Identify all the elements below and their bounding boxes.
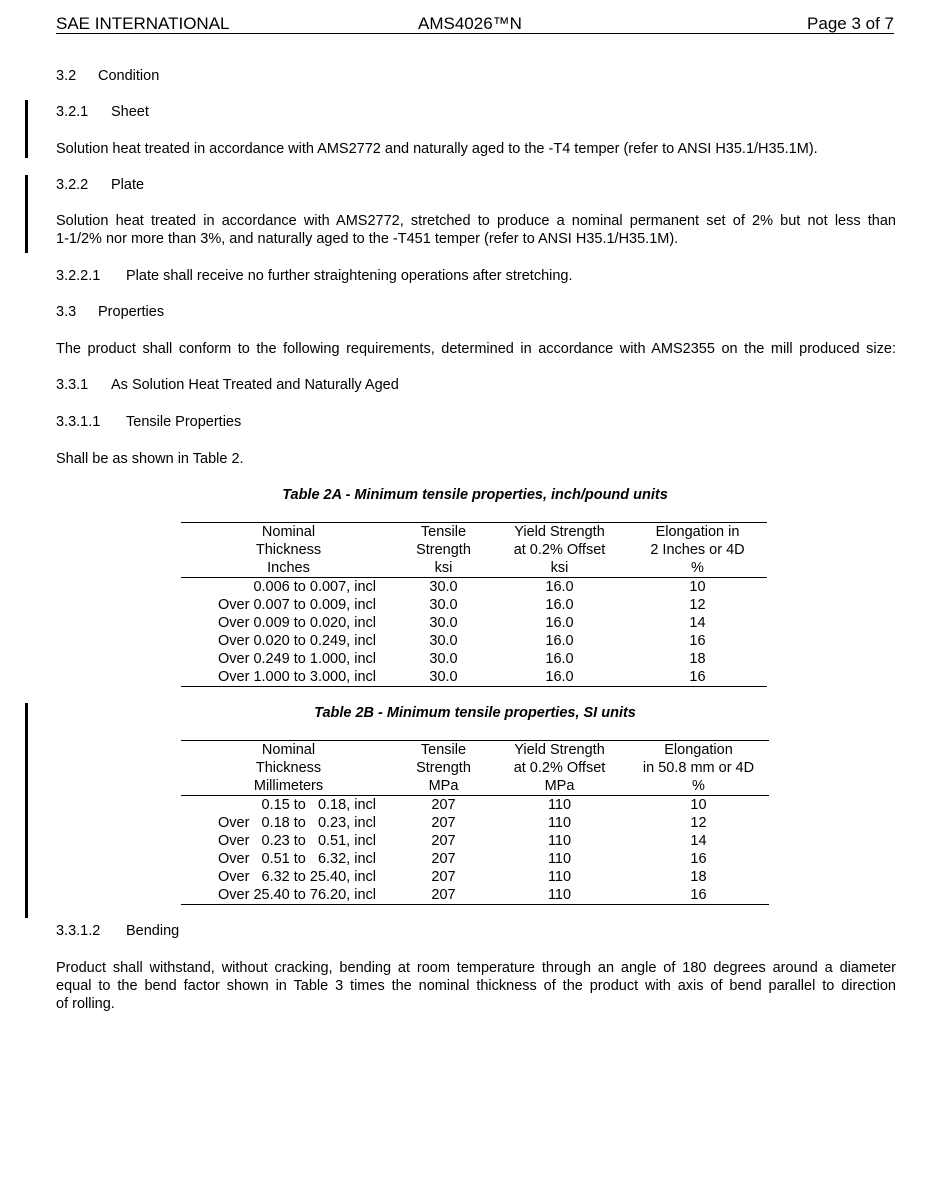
table-header-cell: ksi [491, 559, 628, 578]
table-cell: 30.0 [429, 597, 458, 613]
table-header-cell: MPa [491, 777, 628, 796]
table-cell: Over 6.32 to 25.40, incl [218, 869, 376, 885]
table-header-cell: Tensile [396, 523, 491, 542]
header-page-number: Page 3 of 7 [807, 14, 894, 33]
table-cell: 16.0 [545, 579, 574, 595]
table-cell: 110 [547, 851, 572, 867]
table-row [181, 886, 769, 905]
table-2b [181, 740, 769, 905]
table-cell: 16 [628, 886, 769, 905]
table-row [181, 868, 769, 886]
table-row [181, 850, 769, 868]
table-caption: Table 2B - Minimum tensile properties, SI units [314, 705, 636, 721]
table-cell: 110 [491, 886, 628, 905]
table-header-cell: % [628, 777, 769, 796]
table-header-cell: Thickness [255, 760, 322, 776]
table-cell: 16.0 [491, 668, 628, 687]
table-cell: 207 [431, 815, 456, 831]
paragraph-line: Solution heat treated in accordance with AMS2772, stretched to produce a nominal permanent set of 2% but not less than [56, 213, 896, 229]
table-cell: Over 25.40 to 76.20, incl [181, 886, 396, 905]
table-cell: 16.0 [545, 615, 574, 631]
table-header-cell: Tensile [396, 741, 491, 760]
table-cell: 10 [689, 579, 706, 595]
table-cell: Over 0.51 to 6.32, incl [218, 851, 376, 867]
table-cell: 110 [547, 869, 572, 885]
table-header-cell: in 50.8 mm or 4D [642, 760, 755, 776]
revision-bar [25, 703, 28, 918]
table-header-cell: 2 Inches or 4D [650, 542, 745, 558]
table-row [181, 650, 767, 668]
table-cell: Over 0.007 to 0.009, incl [218, 597, 376, 613]
table-header-cell: ksi [396, 559, 491, 578]
table-header-cell: Yield Strength [491, 741, 628, 760]
table-cell: Over 1.000 to 3.000, incl [181, 668, 396, 687]
table-cell: 16.0 [545, 651, 574, 667]
table-cell: 12 [689, 597, 706, 613]
section-heading: 3.2.1 Sheet [56, 104, 149, 120]
table-cell: 30.0 [429, 651, 458, 667]
table-header-cell: % [628, 559, 767, 578]
table-cell: 207 [431, 797, 456, 813]
table-cell: 110 [547, 797, 572, 813]
table-cell: 10 [690, 797, 707, 813]
table-header-cell: Elongation in [628, 523, 767, 542]
table-header-cell: at 0.2% Offset [513, 542, 606, 558]
table-cell: Over 0.249 to 1.000, incl [218, 651, 376, 667]
revision-bar [25, 175, 28, 253]
table-2a [181, 522, 767, 687]
table-cell: 18 [690, 869, 707, 885]
table-header-cell: Thickness [255, 542, 322, 558]
table-cell: 30.0 [429, 633, 458, 649]
paragraph-line: equal to the bend factor shown in Table 3 times the nominal thickness of the product with axis of bend parallel to direction [56, 978, 896, 994]
table-cell: 0.006 to 0.007, incl [253, 579, 376, 595]
table-cell: 110 [547, 815, 572, 831]
header-org: SAE INTERNATIONAL [56, 14, 230, 33]
table-cell: 207 [396, 886, 491, 905]
paragraph: Shall be as shown in Table 2. [56, 451, 244, 467]
table-cell: Over 0.020 to 0.249, incl [218, 633, 376, 649]
paragraph-line: of rolling. [56, 996, 115, 1012]
section-heading: 3.2 Condition [56, 68, 160, 84]
section-heading: 3.2.2.1 Plate shall receive no further straightening operations after stretching. [56, 268, 573, 284]
section-heading: 3.3.1 As Solution Heat Treated and Naturally Aged [56, 377, 399, 393]
table-cell: Over 0.23 to 0.51, incl [218, 833, 376, 849]
section-heading: 3.3.1.2 Bending [56, 923, 180, 939]
table-header-cell: Inches [181, 559, 396, 578]
table-cell: 16 [628, 668, 767, 687]
table-cell: 207 [431, 833, 456, 849]
table-cell: 30.0 [429, 579, 458, 595]
table-header-cell: Strength [416, 542, 471, 558]
paragraph: Solution heat treated in accordance with AMS2772 and naturally aged to the -T4 temper (refer to ANSI H35.1/H35.1M). [56, 141, 818, 157]
paragraph-line: 1-1/2% nor more than 3%, and naturally aged to the -T451 temper (refer to ANSI H35.1/H35.1M). [56, 231, 679, 247]
table-header-cell: Elongation [628, 741, 769, 760]
table-cell: 14 [689, 615, 706, 631]
table-row [181, 596, 767, 614]
table-cell: 30.0 [396, 668, 491, 687]
table-cell: 207 [431, 869, 456, 885]
table-caption: Table 2A - Minimum tensile properties, inch/pound units [282, 487, 668, 503]
table-cell: 18 [689, 651, 706, 667]
table-header-cell: Strength [416, 760, 471, 776]
table-header-cell: at 0.2% Offset [513, 760, 606, 776]
table-header-cell: Millimeters [181, 777, 396, 796]
table-cell: 14 [690, 833, 707, 849]
table-cell: 207 [431, 851, 456, 867]
table-cell: 110 [547, 833, 572, 849]
paragraph-line: Product shall withstand, without cracking, bending at room temperature through an angle of 180 degrees around a diameter [56, 960, 896, 976]
table-cell: 16 [689, 633, 706, 649]
table-row [181, 814, 769, 832]
table-cell: 16.0 [545, 633, 574, 649]
table-header-cell: Yield Strength [491, 523, 628, 542]
table-header-cell: MPa [396, 777, 491, 796]
table-header-cell: Nominal [181, 741, 396, 760]
table-row [181, 796, 769, 815]
section-heading: 3.3.1.1 Tensile Properties [56, 414, 242, 430]
page-header [56, 12, 894, 34]
paragraph: The product shall conform to the following requirements, determined in accordance with AMS2355 on the mill produced size: [56, 341, 896, 357]
table-cell: 30.0 [429, 615, 458, 631]
table-cell: 0.15 to 0.18, incl [261, 797, 376, 813]
table-cell: 16 [690, 851, 707, 867]
table-row [181, 832, 769, 850]
table-row [181, 632, 767, 650]
section-heading: 3.2.2 Plate [56, 177, 145, 193]
table-row [181, 578, 767, 597]
table-cell: Over 0.18 to 0.23, incl [218, 815, 376, 831]
revision-bar [25, 100, 28, 158]
header-doc-id: AMS4026™N [418, 14, 522, 33]
table-header-cell: Nominal [181, 523, 396, 542]
table-cell: 12 [690, 815, 707, 831]
table-row [181, 668, 767, 687]
table-row [181, 614, 767, 632]
section-heading: 3.3 Properties [56, 304, 165, 320]
table-cell: Over 0.009 to 0.020, incl [218, 615, 376, 631]
table-cell: 16.0 [545, 597, 574, 613]
